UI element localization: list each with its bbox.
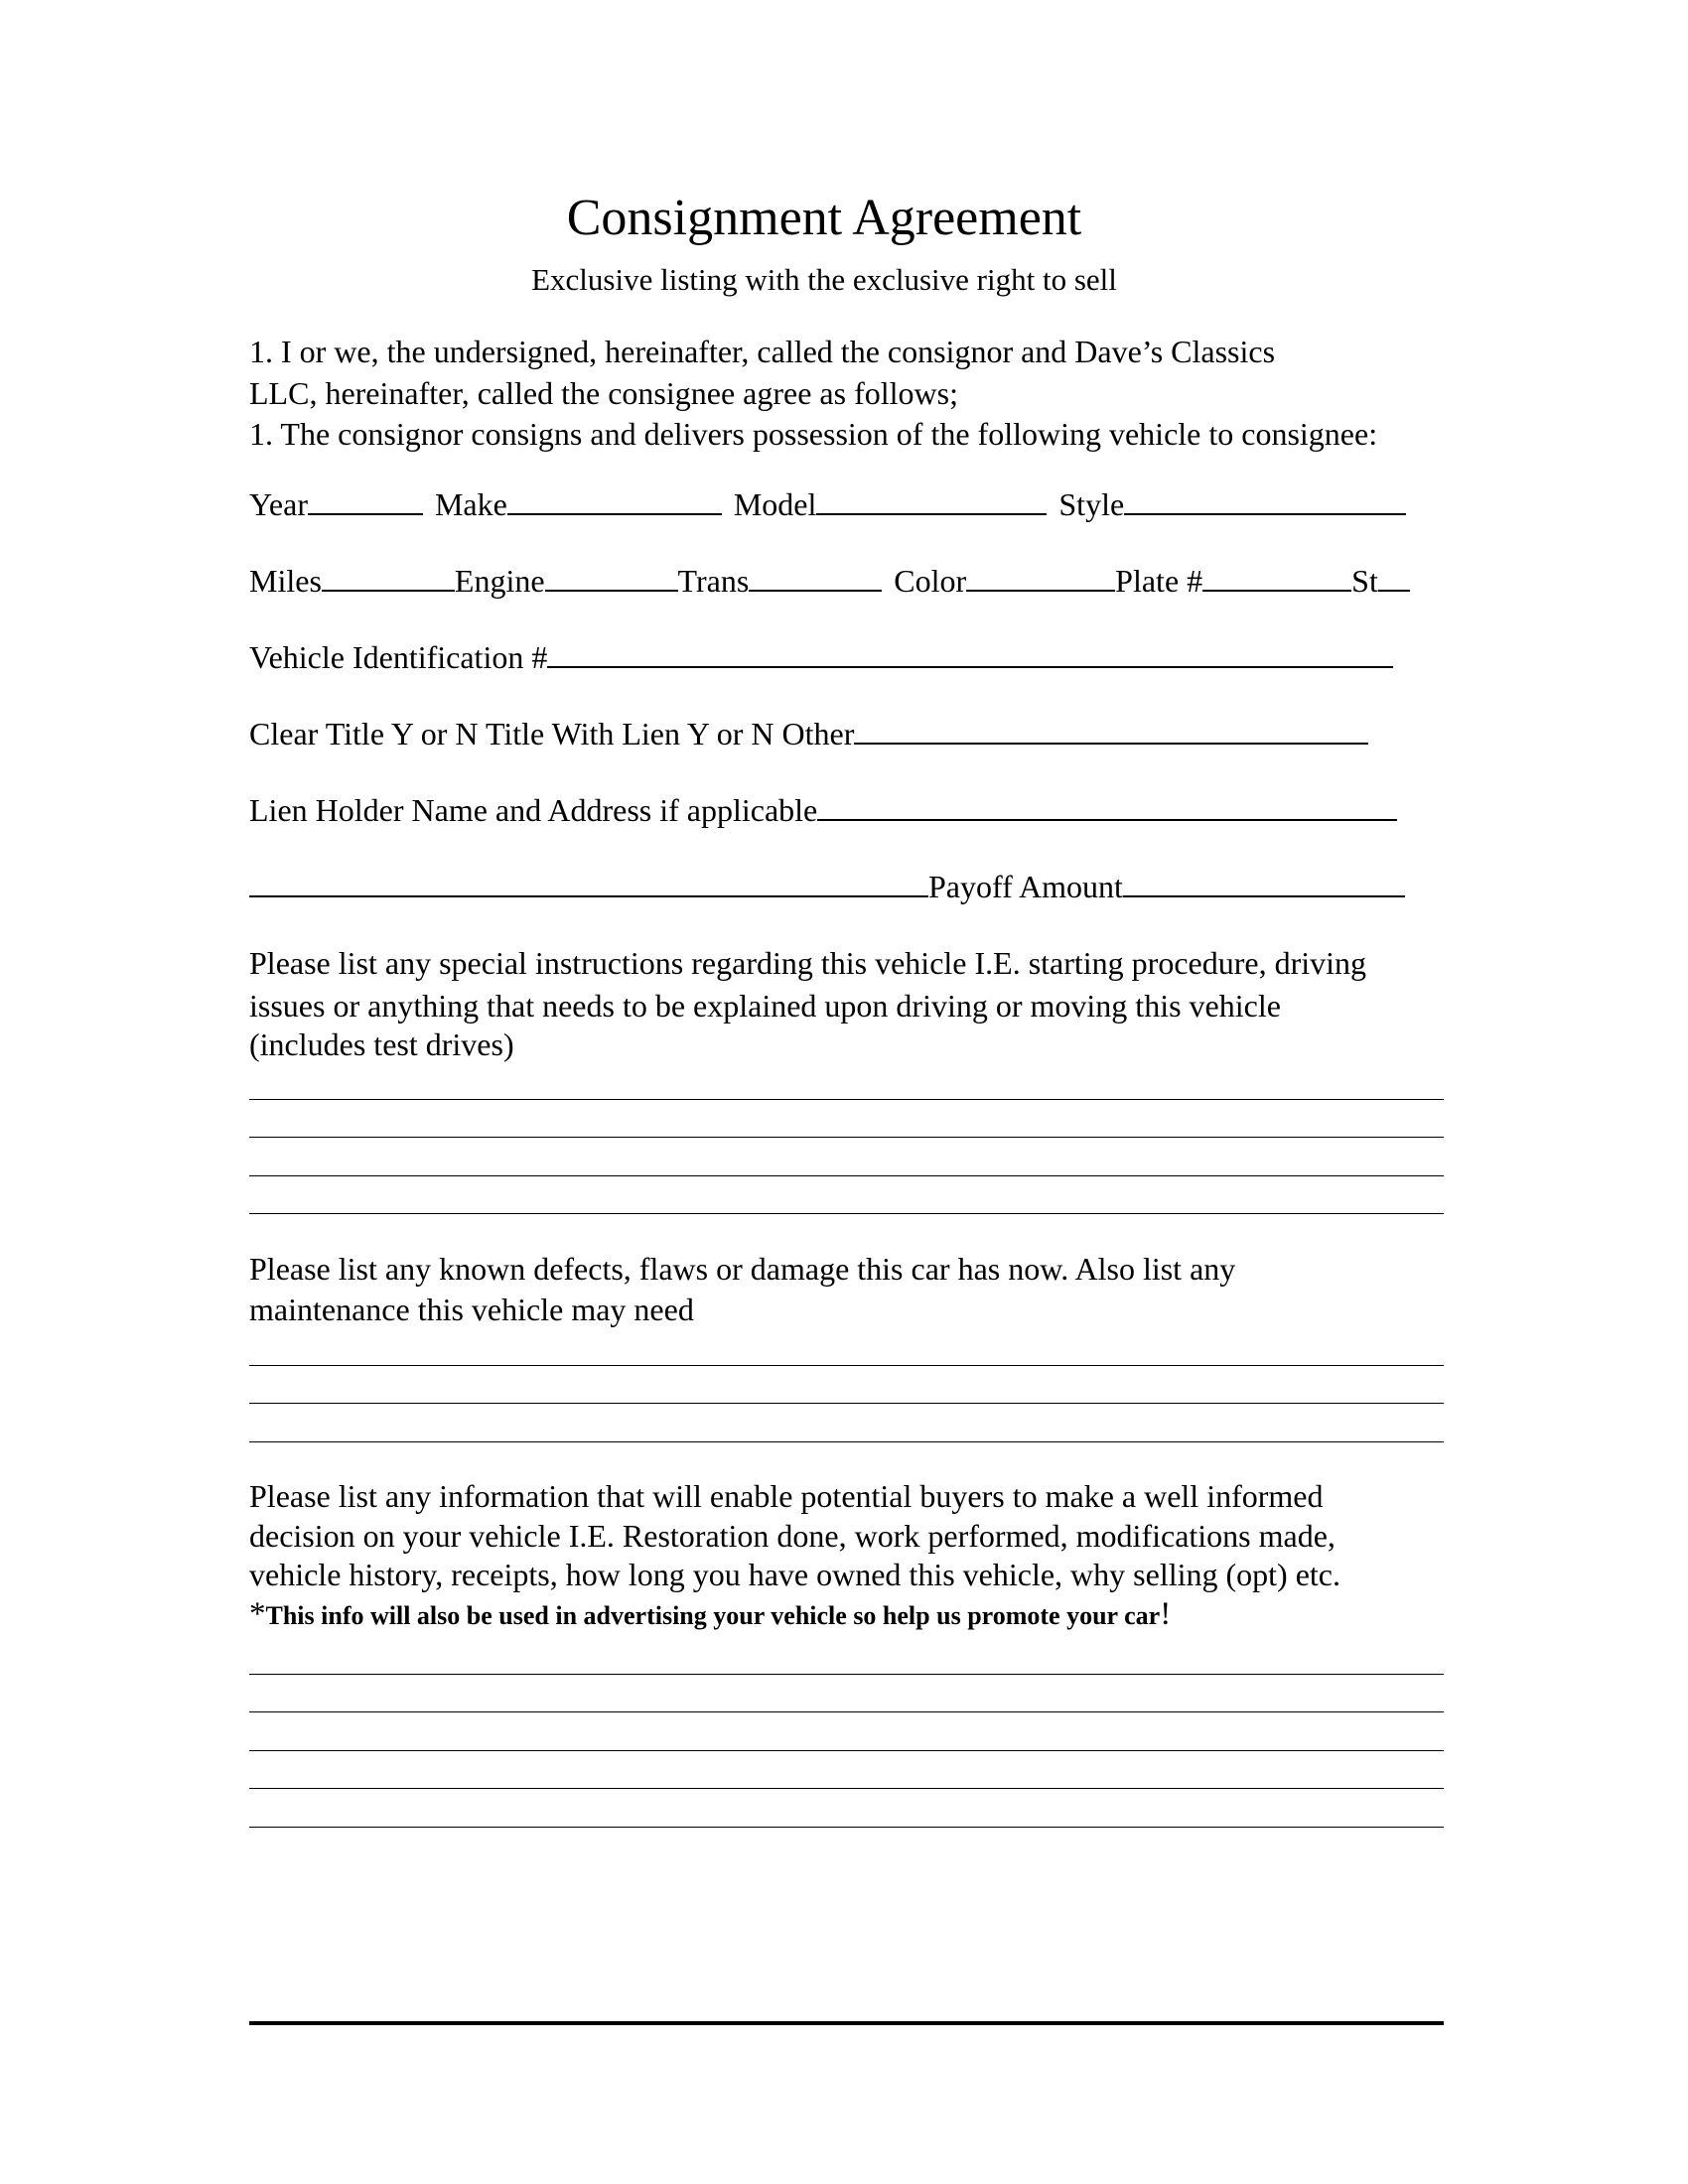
vehicle-row-1 <box>249 484 1406 524</box>
note-text: This info will also be used in advertising your vehicle so help us promote your car <box>265 1601 1161 1630</box>
defects-write-line[interactable] <box>249 1441 1444 1442</box>
plate-field[interactable] <box>1202 562 1351 592</box>
intro-line-3: 1. The consignor consigns and delivers possession of the following vehicle to consignee: <box>249 416 1378 452</box>
title-status-row <box>249 714 1368 753</box>
payoff-field[interactable] <box>1123 868 1405 897</box>
state-label: St <box>1351 563 1378 599</box>
title-other-field[interactable] <box>854 715 1368 745</box>
plate-label: Plate # <box>1115 563 1203 599</box>
advertising-note <box>249 1594 1171 1636</box>
instructions-write-line[interactable] <box>249 1213 1444 1214</box>
trans-label: Trans <box>677 563 750 599</box>
defects-write-line[interactable] <box>249 1365 1444 1366</box>
note-exclamation: ! <box>1160 1596 1172 1632</box>
buyer-info-write-line[interactable] <box>249 1827 1444 1828</box>
buyer-info-write-line[interactable] <box>249 1711 1444 1712</box>
title-status-label: Clear Title Y or N Title With Lien Y or N Other <box>249 716 855 751</box>
miles-label: Miles <box>249 563 322 599</box>
trans-field[interactable] <box>749 562 882 592</box>
make-label: Make <box>434 486 507 522</box>
model-label: Model <box>733 486 817 522</box>
lien-holder-field[interactable] <box>817 791 1397 821</box>
engine-label: Engine <box>454 563 545 599</box>
intro-line-1: 1. I or we, the undersigned, hereinafter, called the consignor and Dave’s Classics <box>249 334 1276 369</box>
style-label: Style <box>1058 486 1125 522</box>
buyer-info-write-line[interactable] <box>249 1750 1444 1751</box>
color-label: Color <box>894 563 967 599</box>
vin-label: Vehicle Identification # <box>249 639 548 675</box>
year-field[interactable] <box>308 485 423 515</box>
instructions-write-line[interactable] <box>249 1099 1444 1100</box>
bottom-divider <box>249 2021 1444 2025</box>
note-asterisk: * <box>249 1596 266 1632</box>
vin-row <box>249 637 1393 677</box>
engine-field[interactable] <box>545 562 678 592</box>
payoff-label: Payoff Amount <box>928 869 1123 904</box>
page-subtitle: Exclusive listing with the exclusive right to sell <box>531 262 1117 297</box>
make-field[interactable] <box>507 485 722 515</box>
miles-field[interactable] <box>322 562 455 592</box>
model-field[interactable] <box>816 485 1047 515</box>
state-field[interactable] <box>1378 562 1410 592</box>
instructions-line-3: (includes test drives) <box>249 1026 514 1062</box>
defects-line-1: Please list any known defects, flaws or damage this car has now. Also list any <box>249 1251 1236 1287</box>
buyer-info-line-3: vehicle history, receipts, how long you have owned this vehicle, why selling (opt) etc. <box>249 1557 1340 1592</box>
instructions-line-1: Please list any special instructions regarding this vehicle I.E. starting procedure, driving <box>249 945 1367 981</box>
vehicle-row-2 <box>249 561 1410 601</box>
lien-holder-label: Lien Holder Name and Address if applicable <box>249 792 818 828</box>
instructions-line-2: issues or anything that needs to be explained upon driving or moving this vehicle <box>249 988 1281 1024</box>
instructions-write-line[interactable] <box>249 1175 1444 1176</box>
lien-holder-row <box>249 790 1397 830</box>
buyer-info-write-line[interactable] <box>249 1674 1444 1675</box>
buyer-info-write-line[interactable] <box>249 1788 1444 1789</box>
vin-field[interactable] <box>547 638 1393 668</box>
defects-write-line[interactable] <box>249 1403 1444 1404</box>
lien-holder-address-field[interactable] <box>249 868 928 897</box>
instructions-write-line[interactable] <box>249 1137 1444 1138</box>
page-title: Consignment Agreement <box>566 190 1082 246</box>
payoff-row <box>249 867 1405 906</box>
year-label: Year <box>249 486 308 522</box>
style-field[interactable] <box>1124 485 1406 515</box>
buyer-info-line-1: Please list any information that will enable potential buyers to make a well informed <box>249 1478 1324 1514</box>
buyer-info-line-2: decision on your vehicle I.E. Restoration done, work performed, modifications made, <box>249 1518 1336 1554</box>
color-field[interactable] <box>966 562 1115 592</box>
intro-line-2: LLC, hereinafter, called the consignee agree as follows; <box>249 375 958 411</box>
defects-line-2: maintenance this vehicle may need <box>249 1292 694 1327</box>
